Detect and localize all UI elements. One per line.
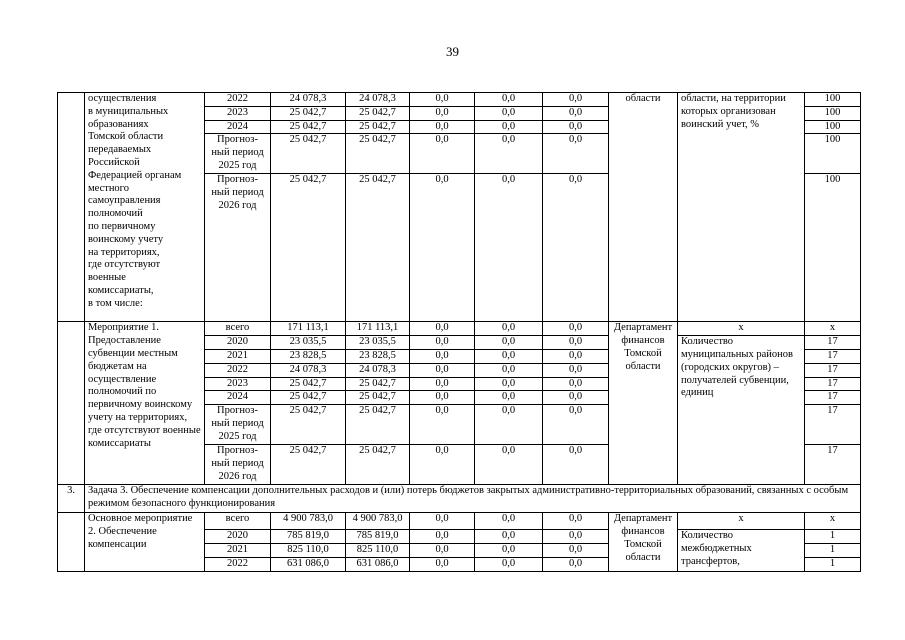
total-cell: 24 078,3 <box>271 363 346 377</box>
total-cell: 25 042,7 <box>271 445 346 485</box>
regional-budget-cell: 25 042,7 <box>346 377 410 391</box>
measure-name-line: образованиях <box>88 118 149 130</box>
year-cell: 2023 <box>205 377 271 391</box>
task-title-cell: Задача 3. Обеспечение компенсации дополнительных расходов и (или) потерь бюджетов закрытых административно-территориальных образований, связанных с особым режимом безопасного функционирования <box>85 485 861 513</box>
local-budget-cell: 0,0 <box>475 557 543 571</box>
task-row <box>58 485 861 513</box>
other-sources-cell: 0,0 <box>543 134 609 174</box>
local-budget-cell: 0,0 <box>475 377 543 391</box>
indicator-header-cell: x <box>678 322 805 336</box>
total-cell: 25 042,7 <box>271 405 346 445</box>
page-number: 39 <box>446 44 459 59</box>
measure-name-line: воинскому учету <box>88 233 164 245</box>
federal-budget-cell: 0,0 <box>410 134 475 174</box>
measure-name-line: Федерацией органам <box>88 169 182 181</box>
regional-budget-cell: 25 042,7 <box>346 134 410 174</box>
regional-budget-cell: 631 086,0 <box>346 557 410 571</box>
indicator-value-cell: 100 <box>805 174 861 322</box>
federal-budget-cell: 0,0 <box>410 557 475 571</box>
measure-name-line: комиссариаты, <box>88 284 154 296</box>
row-number-cell <box>58 93 85 322</box>
measure-name-line: в том числе: <box>88 297 143 309</box>
total-cell: 631 086,0 <box>271 557 346 571</box>
indicator-value-cell: 17 <box>805 349 861 363</box>
measure-name-line: по первичному <box>88 220 156 232</box>
year-cell: 2022 <box>205 363 271 377</box>
row-number-cell <box>58 513 85 571</box>
table-row <box>58 322 861 336</box>
federal-budget-cell: 0,0 <box>410 530 475 544</box>
other-sources-cell: 0,0 <box>543 106 609 120</box>
indicator-value-cell: 1 <box>805 543 861 557</box>
measure-name-line: местного <box>88 182 129 194</box>
measure-name-line: в муниципальных <box>88 105 169 117</box>
local-budget-cell: 0,0 <box>475 363 543 377</box>
year-cell: Прогноз-ный период 2025 год <box>205 134 271 174</box>
indicator-value-cell: 100 <box>805 93 861 107</box>
total-cell: 825 110,0 <box>271 543 346 557</box>
other-sources-cell: 0,0 <box>543 557 609 571</box>
indicator-value-cell: 17 <box>805 405 861 445</box>
local-budget-cell: 0,0 <box>475 349 543 363</box>
measure-name-cell: Основное мероприятие 2. Обеспечение компенсации <box>85 513 205 571</box>
federal-budget-cell: 0,0 <box>410 336 475 350</box>
regional-budget-cell: 23 035,5 <box>346 336 410 350</box>
regional-budget-cell: 4 900 783,0 <box>346 513 410 530</box>
federal-budget-cell: 0,0 <box>410 405 475 445</box>
year-cell: 2022 <box>205 557 271 571</box>
other-sources-cell: 0,0 <box>543 363 609 377</box>
indicator-value-cell: 100 <box>805 134 861 174</box>
federal-budget-cell: 0,0 <box>410 349 475 363</box>
regional-budget-cell: 25 042,7 <box>346 405 410 445</box>
local-budget-cell: 0,0 <box>475 174 543 322</box>
total-cell: 4 900 783,0 <box>271 513 346 530</box>
measure-name-line: Российской <box>88 156 140 168</box>
executor-cell: области <box>609 93 678 322</box>
year-cell: Прогноз-ный период 2026 год <box>205 445 271 485</box>
federal-budget-cell: 0,0 <box>410 363 475 377</box>
federal-budget-cell: 0,0 <box>410 120 475 134</box>
program-table <box>57 92 861 572</box>
indicator-value-cell: 17 <box>805 391 861 405</box>
table-row <box>58 93 861 107</box>
local-budget-cell: 0,0 <box>475 120 543 134</box>
total-cell: 23 035,5 <box>271 336 346 350</box>
federal-budget-cell: 0,0 <box>410 445 475 485</box>
local-budget-cell: 0,0 <box>475 336 543 350</box>
indicator-value-cell: 1 <box>805 557 861 571</box>
other-sources-cell: 0,0 <box>543 391 609 405</box>
other-sources-cell: 0,0 <box>543 445 609 485</box>
other-sources-cell: 0,0 <box>543 543 609 557</box>
table-row <box>58 513 861 530</box>
measure-name-line: Томской области <box>88 131 164 143</box>
federal-budget-cell: 0,0 <box>410 174 475 322</box>
total-cell: 25 042,7 <box>271 174 346 322</box>
measure-name-line: военные <box>88 272 126 284</box>
federal-budget-cell: 0,0 <box>410 106 475 120</box>
regional-budget-cell: 24 078,3 <box>346 93 410 107</box>
local-budget-cell: 0,0 <box>475 106 543 120</box>
total-cell: 25 042,7 <box>271 120 346 134</box>
other-sources-cell: 0,0 <box>543 93 609 107</box>
year-cell: 2021 <box>205 349 271 363</box>
other-sources-cell: 0,0 <box>543 530 609 544</box>
other-sources-cell: 0,0 <box>543 377 609 391</box>
regional-budget-cell: 25 042,7 <box>346 391 410 405</box>
executor-cell: Департамент финансов Томской области <box>609 513 678 571</box>
local-budget-cell: 0,0 <box>475 543 543 557</box>
local-budget-cell: 0,0 <box>475 530 543 544</box>
measure-name-line: полномочий <box>88 208 143 220</box>
year-cell: всего <box>205 322 271 336</box>
indicator-header-cell: x <box>678 513 805 530</box>
indicator-value-cell: 17 <box>805 445 861 485</box>
year-cell: 2020 <box>205 336 271 350</box>
local-budget-cell: 0,0 <box>475 391 543 405</box>
indicator-value-cell: 100 <box>805 120 861 134</box>
regional-budget-cell: 25 042,7 <box>346 106 410 120</box>
indicator-cell: области, на территории которых организован воинский учет, % <box>678 93 805 322</box>
measure-name-cell <box>85 93 205 322</box>
year-cell: Прогноз-ный период 2026 год <box>205 174 271 322</box>
total-cell: 23 828,5 <box>271 349 346 363</box>
local-budget-cell: 0,0 <box>475 93 543 107</box>
indicator-value-cell: 17 <box>805 377 861 391</box>
regional-budget-cell: 825 110,0 <box>346 543 410 557</box>
indicator-value-cell: 100 <box>805 106 861 120</box>
year-cell: 2023 <box>205 106 271 120</box>
indicator-cell: Количество муниципальных районов (городских округов) – получателей субвенции, единиц <box>678 336 805 485</box>
regional-budget-cell: 171 113,1 <box>346 322 410 336</box>
year-cell: 2024 <box>205 391 271 405</box>
total-cell: 25 042,7 <box>271 106 346 120</box>
total-cell: 24 078,3 <box>271 93 346 107</box>
other-sources-cell: 0,0 <box>543 120 609 134</box>
local-budget-cell: 0,0 <box>475 322 543 336</box>
regional-budget-cell: 24 078,3 <box>346 363 410 377</box>
local-budget-cell: 0,0 <box>475 405 543 445</box>
year-cell: 2021 <box>205 543 271 557</box>
indicator-value-cell: 17 <box>805 336 861 350</box>
measure-name-line: самоуправления <box>88 195 161 207</box>
local-budget-cell: 0,0 <box>475 445 543 485</box>
indicator-value-cell: 17 <box>805 363 861 377</box>
federal-budget-cell: 0,0 <box>410 322 475 336</box>
indicator-cell: Количество межбюджетных трансфертов, <box>678 530 805 571</box>
indicator-value-cell: 1 <box>805 530 861 544</box>
regional-budget-cell: 25 042,7 <box>346 174 410 322</box>
task-number-cell: 3. <box>58 485 85 513</box>
other-sources-cell: 0,0 <box>543 322 609 336</box>
local-budget-cell: 0,0 <box>475 513 543 530</box>
executor-cell: Департамент финансов Томской области <box>609 322 678 485</box>
other-sources-cell: 0,0 <box>543 349 609 363</box>
regional-budget-cell: 23 828,5 <box>346 349 410 363</box>
regional-budget-cell: 25 042,7 <box>346 120 410 134</box>
measure-name-cell: Мероприятие 1. Предоставление субвенции местным бюджетам на осуществление полномочий по первичному воинскому учету на территориях, где отсутствуют военные комиссариаты <box>85 322 205 485</box>
federal-budget-cell: 0,0 <box>410 377 475 391</box>
local-budget-cell: 0,0 <box>475 134 543 174</box>
federal-budget-cell: 0,0 <box>410 543 475 557</box>
total-cell: 25 042,7 <box>271 134 346 174</box>
other-sources-cell: 0,0 <box>543 336 609 350</box>
year-cell: всего <box>205 513 271 530</box>
other-sources-cell: 0,0 <box>543 513 609 530</box>
table-body <box>58 93 861 572</box>
year-cell: 2020 <box>205 530 271 544</box>
year-cell: Прогноз-ный период 2025 год <box>205 405 271 445</box>
federal-budget-cell: 0,0 <box>410 93 475 107</box>
year-cell: 2022 <box>205 93 271 107</box>
regional-budget-cell: 25 042,7 <box>346 445 410 485</box>
other-sources-cell: 0,0 <box>543 174 609 322</box>
total-cell: 785 819,0 <box>271 530 346 544</box>
row-number-cell <box>58 322 85 485</box>
year-cell: 2024 <box>205 120 271 134</box>
indicator-value-cell: x <box>805 322 861 336</box>
measure-name-line: осуществления <box>88 93 157 104</box>
indicator-value-cell: x <box>805 513 861 530</box>
measure-name-line: где отсутствуют <box>88 259 161 271</box>
total-cell: 171 113,1 <box>271 322 346 336</box>
measure-name-line: передаваемых <box>88 144 152 156</box>
federal-budget-cell: 0,0 <box>410 391 475 405</box>
other-sources-cell: 0,0 <box>543 405 609 445</box>
regional-budget-cell: 785 819,0 <box>346 530 410 544</box>
federal-budget-cell: 0,0 <box>410 513 475 530</box>
total-cell: 25 042,7 <box>271 377 346 391</box>
total-cell: 25 042,7 <box>271 391 346 405</box>
measure-name-line: на территориях, <box>88 246 160 258</box>
